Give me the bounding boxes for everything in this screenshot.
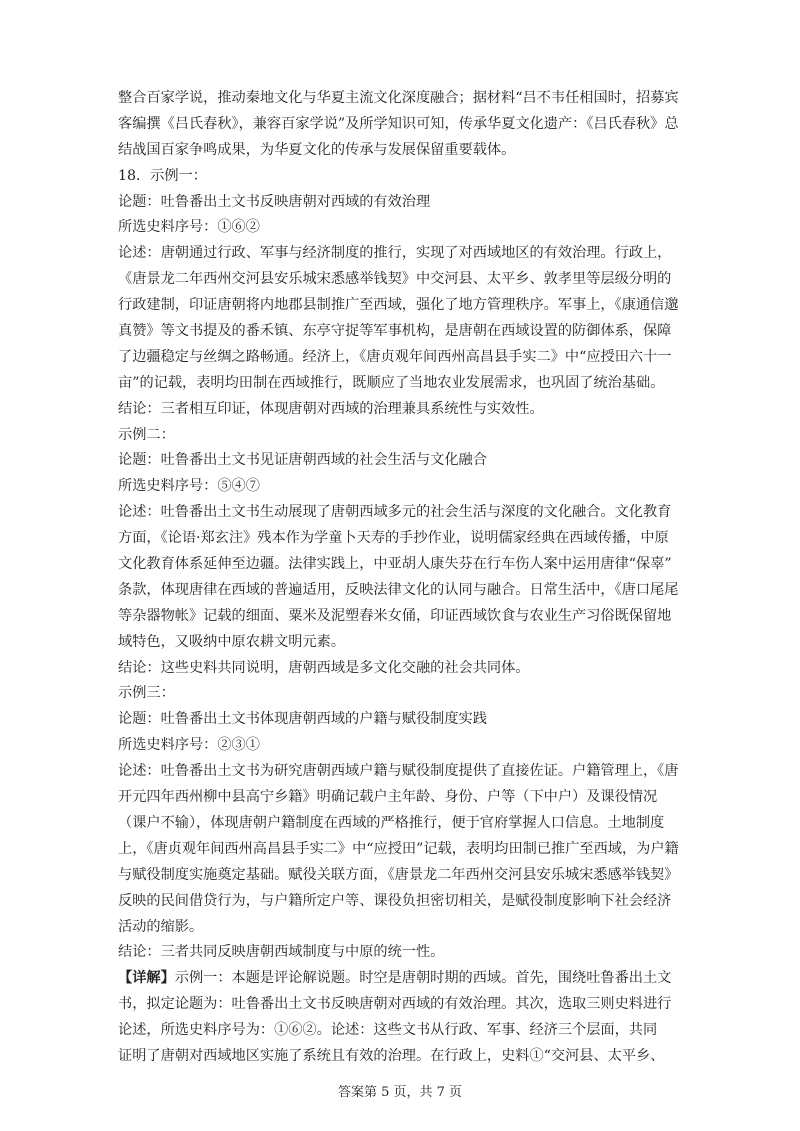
text-line: 论述：吐鲁番出土文书生动展现了唐朝西域多元的社会生活与深度的文化融合。文化教育 bbox=[118, 504, 672, 521]
text-line: 论述：吐鲁番出土文书为研究唐朝西域户籍与赋役制度提供了直接佐证。户籍管理上，《唐 bbox=[118, 763, 679, 780]
text-line: 书，拟定论题为：吐鲁番出土文书反映唐朝对西域的有效治理。其次，选取三则史料进行 bbox=[118, 996, 672, 1013]
text-line: 【详解】示例一：本题是评论解说题。时空是唐朝时期的西域。首先，围绕吐鲁番出土文 bbox=[118, 970, 672, 987]
text-line: 等杂器物帐》记载的细面、粟米及泥塑舂米女俑，印证西域饮食与农业生产习俗既保留地 bbox=[118, 607, 672, 624]
text-line: 行政建制，印证唐朝将内地郡县制推广至西域，强化了地方管理秩序。军事上，《康通信邈 bbox=[118, 297, 679, 314]
text-line: 结论：三者相互印证，体现唐朝对西域的治理兼具系统性与实效性。 bbox=[118, 400, 544, 417]
text-line: 客编撰《吕氏春秋》，兼容百家学说”及所学知识可知，传承华夏文化遗产：《吕氏春秋》总 bbox=[118, 115, 679, 132]
text-line: 《唐景龙二年西州交河县安乐城宋悉感举钱契》中交河县、太平乡、敦孝里等层级分明的 bbox=[118, 271, 672, 288]
text-line: 域特色，又吸纳中原农耕文明元素。 bbox=[118, 633, 346, 650]
text-line: 反映的民间借贷行为，与户籍所定户等、课役负担密切相关，是赋役制度影响下社会经济 bbox=[118, 892, 672, 909]
text-line: 亩”的记载，表明均田制在西域推行，既顺应了当地农业发展需求，也巩固了统治基础。 bbox=[118, 374, 665, 391]
text-line: 整合百家学说，推动秦地文化与华夏主流文化深度融合；据材料“吕不韦任相国时，招募宾 bbox=[118, 90, 679, 106]
page-footer: 答案第 5 页，共 7 页 bbox=[337, 1085, 463, 1100]
text-line: 所选史料序号：①⑥② bbox=[118, 219, 260, 236]
text-line: 论题：吐鲁番出土文书反映唐朝对西域的有效治理 bbox=[118, 193, 431, 210]
text-line: 所选史料序号：②③① bbox=[118, 737, 260, 754]
detail-marker: 【详解】 bbox=[118, 970, 175, 987]
text-line: 示例二： bbox=[118, 426, 175, 443]
text-line: 真赞》等文书提及的番禾镇、东亭守捉等军事机构，是唐朝在西域设置的防御体系，保障 bbox=[118, 323, 672, 340]
text-line: 条款，体现唐律在西域的普遍适用，反映法律文化的认同与融合。日常生活中，《唐口尾尾 bbox=[118, 581, 679, 598]
text-line: 开元四年西州柳中县高宁乡籍》明确记载户主年龄、身份、户等（下中户）及课役情况 bbox=[118, 789, 658, 806]
text-line: 所选史料序号：⑤④⑦ bbox=[118, 478, 260, 495]
text-line: 论题：吐鲁番出土文书见证唐朝西域的社会生活与文化融合 bbox=[118, 452, 487, 469]
text-line: （课户不输），体现唐朝户籍制度在西域的严格推行，便于官府掌握人口信息。土地制度 bbox=[118, 814, 665, 831]
text-line: 文化教育体系延伸至边疆。法律实践上，中亚胡人康失芬在行车伤人案中运用唐律“保辜” bbox=[118, 556, 672, 573]
text-line: 论述：唐朝通过行政、军事与经济制度的推行，实现了对西域地区的有效治理。行政上， bbox=[118, 245, 672, 262]
text-line: 结论：这些史料共同说明，唐朝西域是多文化交融的社会共同体。 bbox=[118, 659, 530, 676]
text-line: 结论：三者共同反映唐朝西域制度与中原的统一性。 bbox=[118, 944, 445, 961]
text-line: 18．示例一： bbox=[118, 167, 207, 184]
text-line: 论述，所选史料序号为：①⑥②。论述：这些文书从行政、军事、经济三个层面，共同 bbox=[118, 1022, 658, 1039]
text-line: 结战国百家争鸣成果，为华夏文化的传承与发展保留重要载体。 bbox=[118, 141, 516, 158]
text-line: 证明了唐朝对西域地区实施了系统且有效的治理。在行政上，史料①“交河县、太平乡、 bbox=[118, 1047, 665, 1064]
text-line: 论题：吐鲁番出土文书体现唐朝西域的户籍与赋役制度实践 bbox=[118, 711, 487, 728]
text-line: 示例三： bbox=[118, 685, 175, 702]
document-body bbox=[118, 86, 690, 1070]
text-line: 上，《唐贞观年间西州高昌县手实二》中“应授田”记载，表明均田制已推广至西域，为户籍 bbox=[118, 840, 679, 857]
text-line: 活动的缩影。 bbox=[118, 918, 204, 935]
text-line: 方面，《论语·郑玄注》残本作为学童卜天寿的手抄作业，说明儒家经典在西域传播，中原 bbox=[118, 530, 669, 547]
text-line: 了边疆稳定与丝绸之路畅通。经济上，《唐贞观年间西州高昌县手实二》中“应授田六十一 bbox=[118, 348, 672, 365]
text-line: 与赋役制度实施奠定基础。赋役关联方面，《唐景龙二年西州交河县安乐城宋悉感举钱契》 bbox=[118, 866, 679, 883]
